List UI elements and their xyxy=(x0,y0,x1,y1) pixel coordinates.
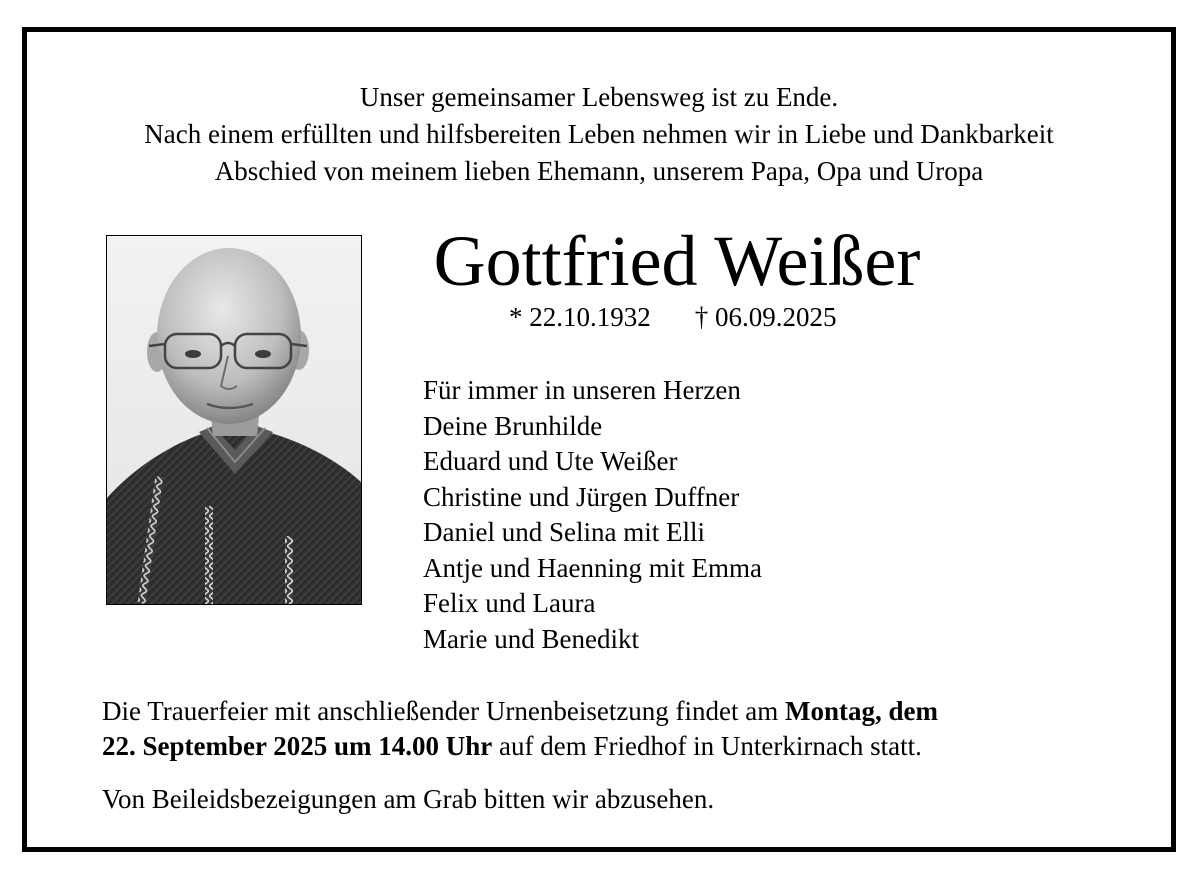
life-dates xyxy=(509,300,837,334)
mourners-list xyxy=(423,373,762,657)
intro-line: Abschied von meinem lieben Ehemann, unserem Papa, Opa und Uropa xyxy=(214,156,984,186)
service-time-bold: 22. September 2025 um 14.00 Uhr xyxy=(102,731,493,761)
intro-line: Nach einem erfüllten und hilfsbereiten Leben nehmen wir in Liebe und Dankbarkeit xyxy=(144,119,1054,149)
mourner-line: Daniel und Selina mit Elli xyxy=(423,517,705,547)
mourner-line: Marie und Benedikt xyxy=(423,623,639,654)
closing-note: Von Beileidsbezeigungen am Grab bitten wir abzusehen. xyxy=(102,784,715,814)
birth-date: * 22.10.1932 xyxy=(509,302,651,332)
mourner-line: Felix und Laura xyxy=(423,588,596,618)
mourner-line: Christine und Jürgen Duffner xyxy=(423,481,740,512)
mourner-line: Antje und Haenning mit Emma xyxy=(423,552,762,583)
intro-text xyxy=(27,79,1171,190)
portrait-photo xyxy=(106,235,362,605)
service-text: Die Trauerfeier mit anschließender Urnenbeisetzung findet am xyxy=(102,696,786,726)
service-line-2 xyxy=(102,729,938,764)
mourner-line: Deine Brunhilde xyxy=(423,410,603,441)
portrait-image xyxy=(107,236,361,604)
service-line-1 xyxy=(102,694,938,729)
service-notice xyxy=(102,694,938,764)
service-location: auf dem Friedhof in Unterkirnach statt. xyxy=(492,731,922,761)
service-date-bold: Montag, dem xyxy=(785,696,938,726)
mourner-line: Für immer in unseren Herzen xyxy=(423,375,741,405)
obituary-frame xyxy=(22,27,1176,852)
intro-line: Unser gemeinsamer Lebensweg ist zu Ende. xyxy=(359,82,839,112)
death-date: † 06.09.2025 xyxy=(694,302,837,332)
deceased-name: Gottfried Weißer xyxy=(433,221,921,301)
mourner-line: Eduard und Ute Weißer xyxy=(423,446,678,476)
